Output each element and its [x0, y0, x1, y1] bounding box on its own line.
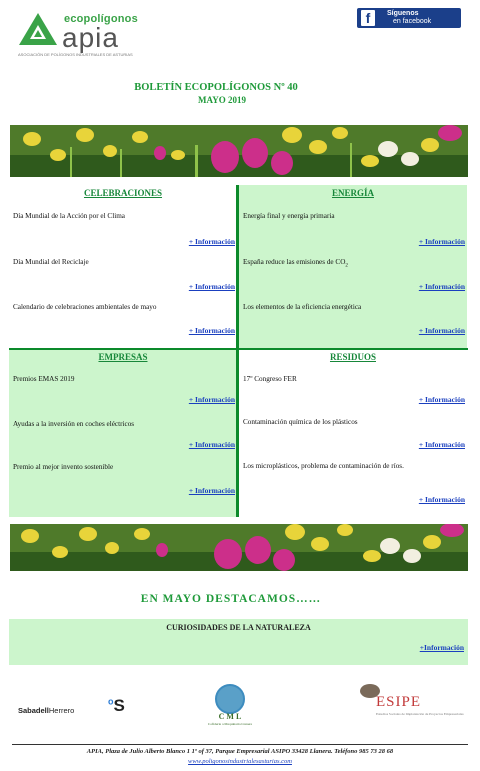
item-eficiencia-energetica[interactable]: Los elementos de la eficiencia energética [243, 303, 362, 311]
item-espana-emisiones[interactable] [243, 258, 348, 268]
sabadell-text: Sabadell [18, 706, 49, 715]
more-info-link[interactable]: + Información [418, 326, 465, 335]
horizontal-divider [9, 348, 468, 350]
more-info-link[interactable]: + Información [188, 237, 235, 246]
cml-logo[interactable] [200, 684, 260, 728]
item-ayudas-coches[interactable]: Ayudas a la inversión en coches eléctricos [13, 420, 135, 428]
vertical-divider [236, 185, 239, 517]
more-info-link[interactable]: + Información [188, 282, 235, 291]
facebook-icon: f [361, 10, 375, 26]
os-logo[interactable] [108, 696, 125, 716]
newsletter-date: MAYO 2019 [198, 95, 246, 105]
os-dot-icon: o [108, 696, 114, 707]
cml-subtitle: Cofidería a Maquinaria Llanera [207, 722, 253, 726]
item-microplasticos[interactable]: Los microplásticos, problema de contaminación de ríos. [243, 462, 404, 470]
co2-subscript: 2 [345, 263, 348, 269]
more-info-link[interactable]: + Información [188, 395, 235, 404]
highlight-box [9, 619, 468, 665]
more-info-link[interactable]: + Información [418, 440, 465, 449]
item-calendario-celebraciones[interactable]: Calendario de celebraciones ambientales de mayo [13, 303, 157, 311]
apia-triangle-icon [18, 12, 58, 46]
cml-emblem-icon [215, 684, 245, 714]
heading-energia: ENERGÍA [331, 188, 374, 198]
apia-logo[interactable] [18, 10, 148, 66]
logo-ecopoligonos-text: ecopolígonos [64, 13, 138, 25]
more-info-link[interactable]: + Información [418, 395, 465, 404]
more-info-link[interactable]: + Información [418, 237, 465, 246]
item-congreso-fer[interactable]: 17º Congreso FER [243, 375, 297, 383]
cml-text: C M L [218, 712, 242, 721]
section-celebraciones [9, 185, 237, 348]
facebook-line1: Síguenos [387, 10, 419, 17]
footer-divider [12, 744, 468, 745]
herrero-text: Herrero [48, 706, 75, 715]
footer-address: APIA, Plaza de Julio Alberto Blanco 1 1º of 37, Parque Empresarial ASIPO 33428 Llanera. Teléfono 985 73 28 68 [86, 748, 394, 755]
heading-celebraciones: CELEBRACIONES [83, 188, 163, 198]
highlight-box-title[interactable]: CURIOSIDADES DE LA NATURALEZA [166, 623, 311, 632]
more-info-link[interactable]: + Información [418, 495, 465, 504]
item-espana-emisiones-text: España reduce las emisiones de CO [243, 258, 346, 266]
section-empresas [9, 350, 237, 517]
section-energia [239, 185, 467, 348]
heading-empresas: EMPRESAS [98, 352, 148, 362]
facebook-follow-button[interactable] [357, 8, 461, 28]
highlight-more-info-link[interactable]: +Información [419, 643, 464, 652]
item-dia-mundial-clima[interactable]: Día Mundial de la Acción por el Clima [13, 212, 125, 220]
section-residuos [239, 350, 467, 517]
more-info-link[interactable]: + Información [188, 440, 235, 449]
more-info-link[interactable]: + Información [188, 486, 235, 495]
item-dia-mundial-reciclaje[interactable]: Día Mundial del Reciclaje [13, 258, 89, 266]
facebook-line2: en facebook [393, 18, 432, 25]
sabadell-herrero-logo[interactable] [18, 706, 74, 715]
esipe-logo[interactable] [360, 684, 464, 728]
sections-grid [9, 185, 468, 517]
item-premio-invento[interactable]: Premio al mejor invento sostenible [13, 463, 114, 471]
flower-banner-bottom [10, 524, 468, 571]
os-logo-text: S [113, 696, 125, 715]
newsletter-title: BOLETÍN ECOPOLÍGONOS Nº 40 [134, 82, 298, 93]
esipe-subtitle: Estudios Sociales de Implantación de Proyectos Empresariales [376, 712, 464, 716]
esipe-text: ESIPE [376, 694, 422, 710]
highlight-heading: EN MAYO DESTACAMOS…… [140, 593, 322, 605]
logo-tagline: ASOCIACIÓN DE POLÍGONOS INDUSTRIALES DE ASTURIAS [18, 52, 133, 57]
item-energia-final[interactable]: Energía final y energía primaria [243, 212, 335, 220]
item-contaminacion-plasticos[interactable]: Contaminación química de los plásticos [243, 418, 358, 426]
more-info-link[interactable]: + Información [418, 282, 465, 291]
item-premios-emas[interactable]: Premios EMAS 2019 [13, 375, 75, 383]
footer-website-link[interactable]: www.poligonosindustrialesasturias.com [188, 758, 292, 765]
more-info-link[interactable]: + Información [188, 326, 235, 335]
logo-apia-text: apia [62, 22, 119, 53]
flower-banner-top [10, 125, 468, 177]
heading-residuos: RESIDUOS [329, 352, 376, 362]
